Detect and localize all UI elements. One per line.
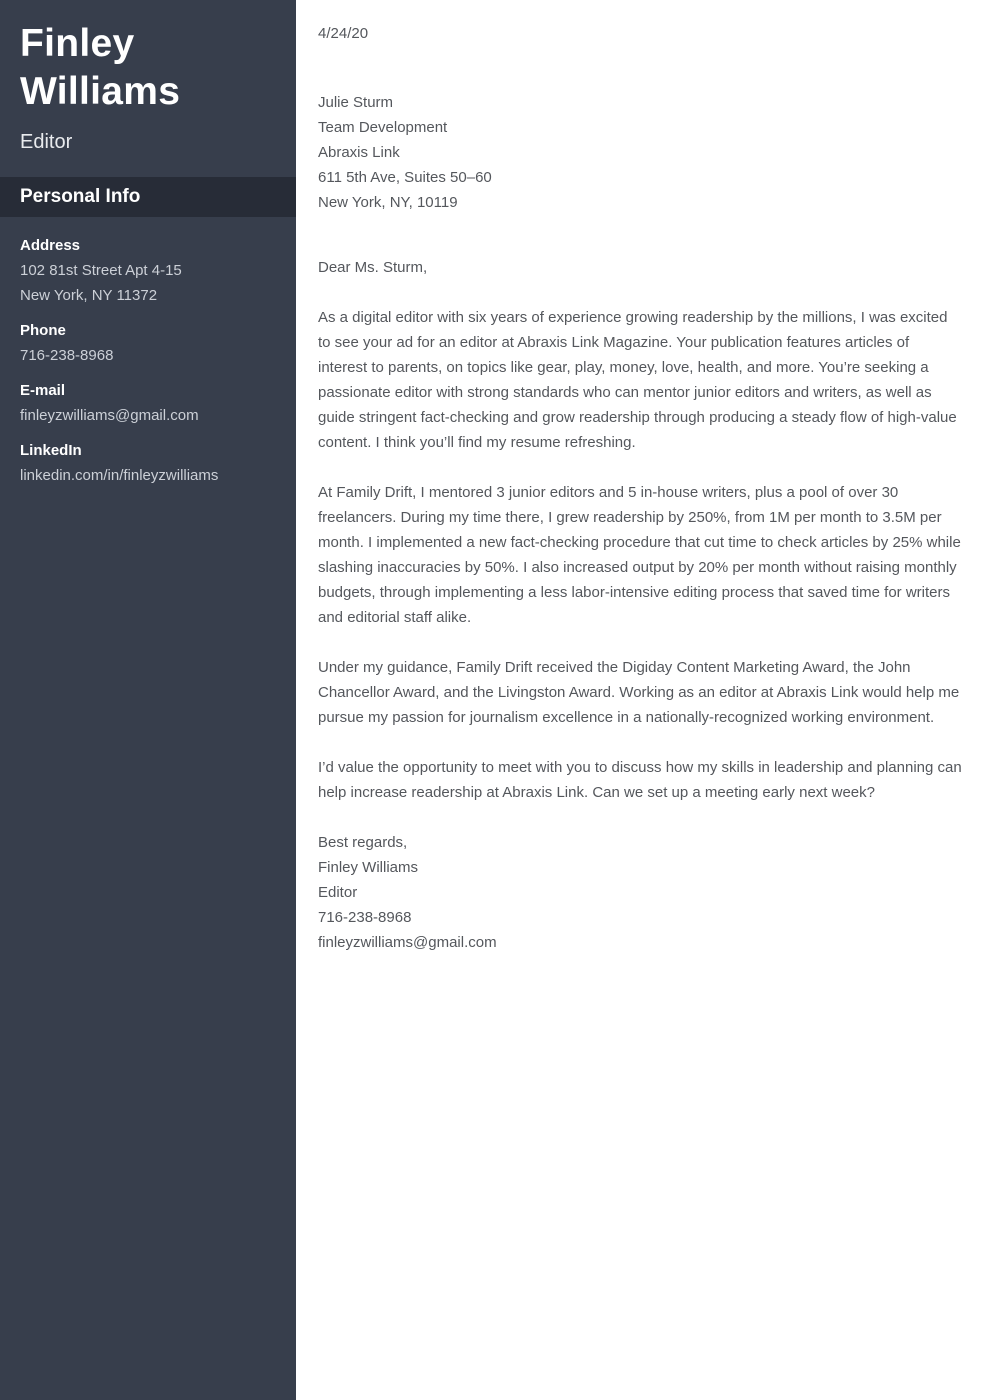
phone-value: 716-238-8968 [20, 347, 114, 364]
letter-paragraph: At Family Drift, I mentored 3 junior editors and 5 in-house writers, plus a pool of over 30 freelancers. During my time there, I grew readership by 250%, from 1M per month to 3.5M per month. I implemented a new fact-checking procedure that cut time to check articles by 25% while slashing inaccuracies by 50%. I also increased output by 20% per month without raising monthly budgets, through implementing a less labor-intensive editing process that saved time for writers and editorial staff alike. [318, 484, 961, 626]
person-job-title: Editor [20, 131, 73, 153]
email-value: finleyzwilliams@gmail.com [20, 407, 199, 424]
recipient-name: Julie Sturm [318, 94, 394, 111]
sidebar [0, 0, 296, 1400]
letter-body [296, 0, 990, 1400]
signature-email: finleyzwilliams@gmail.com [318, 934, 497, 951]
address-line: New York, NY 11372 [20, 287, 158, 304]
contact-group-linkedin [20, 438, 276, 488]
recipient-city: New York, NY, 10119 [318, 194, 458, 211]
letter-date: 4/24/20 [318, 25, 369, 42]
signature-name: Finley Williams [318, 859, 419, 876]
contact-list [0, 217, 296, 488]
letter-paragraph: I’d value the opportunity to meet with you to discuss how my skills in leadership and planning can help increase readership at Abraxis Link. Can we set up a meeting early next week? [318, 759, 962, 801]
contact-label: Phone [20, 322, 66, 339]
contact-label: LinkedIn [20, 442, 82, 459]
contact-group-email [20, 378, 276, 428]
letter-paragraph: As a digital editor with six years of experience growing readership by the millions, I was excited to see your ad for an editor at Abraxis Link Magazine. Your publication features articles of interest to parents, on topics like gear, play, money, love, health, and more. You’re seeking a passionate editor with strong standards who can mentor junior editors and writers, as well as guide stringent fact-checking and grow readership through producing a steady flow of high-value content. I think you’ll find my resume refreshing. [318, 309, 957, 451]
signature-phone: 716-238-8968 [318, 909, 412, 926]
linkedin-value: linkedin.com/in/finleyzwilliams [20, 467, 219, 484]
signature-block [318, 855, 962, 955]
recipient-block [318, 90, 962, 215]
address-line: 102 81st Street Apt 4-15 [20, 262, 182, 279]
contact-group-address [20, 233, 276, 308]
closing: Best regards, [318, 834, 408, 851]
contact-group-phone [20, 318, 276, 368]
personal-info-section-header: Personal Info [0, 177, 296, 217]
recipient-company: Abraxis Link [318, 144, 400, 161]
person-name: Finley Williams [20, 22, 181, 113]
contact-label: Address [20, 237, 81, 254]
signature-title: Editor [318, 884, 358, 901]
salutation: Dear Ms. Sturm, [318, 259, 428, 276]
letter-paragraph: Under my guidance, Family Drift received the Digiday Content Marketing Award, the John Chancellor Award, and the Livingston Award. Working as an editor at Abraxis Link would help me pursue my passion for journalism excellence in a nationally-recognized working environment. [318, 659, 960, 726]
recipient-street: 611 5th Ave, Suites 50–60 [318, 169, 492, 186]
contact-label: E-mail [20, 382, 66, 399]
recipient-department: Team Development [318, 119, 448, 136]
